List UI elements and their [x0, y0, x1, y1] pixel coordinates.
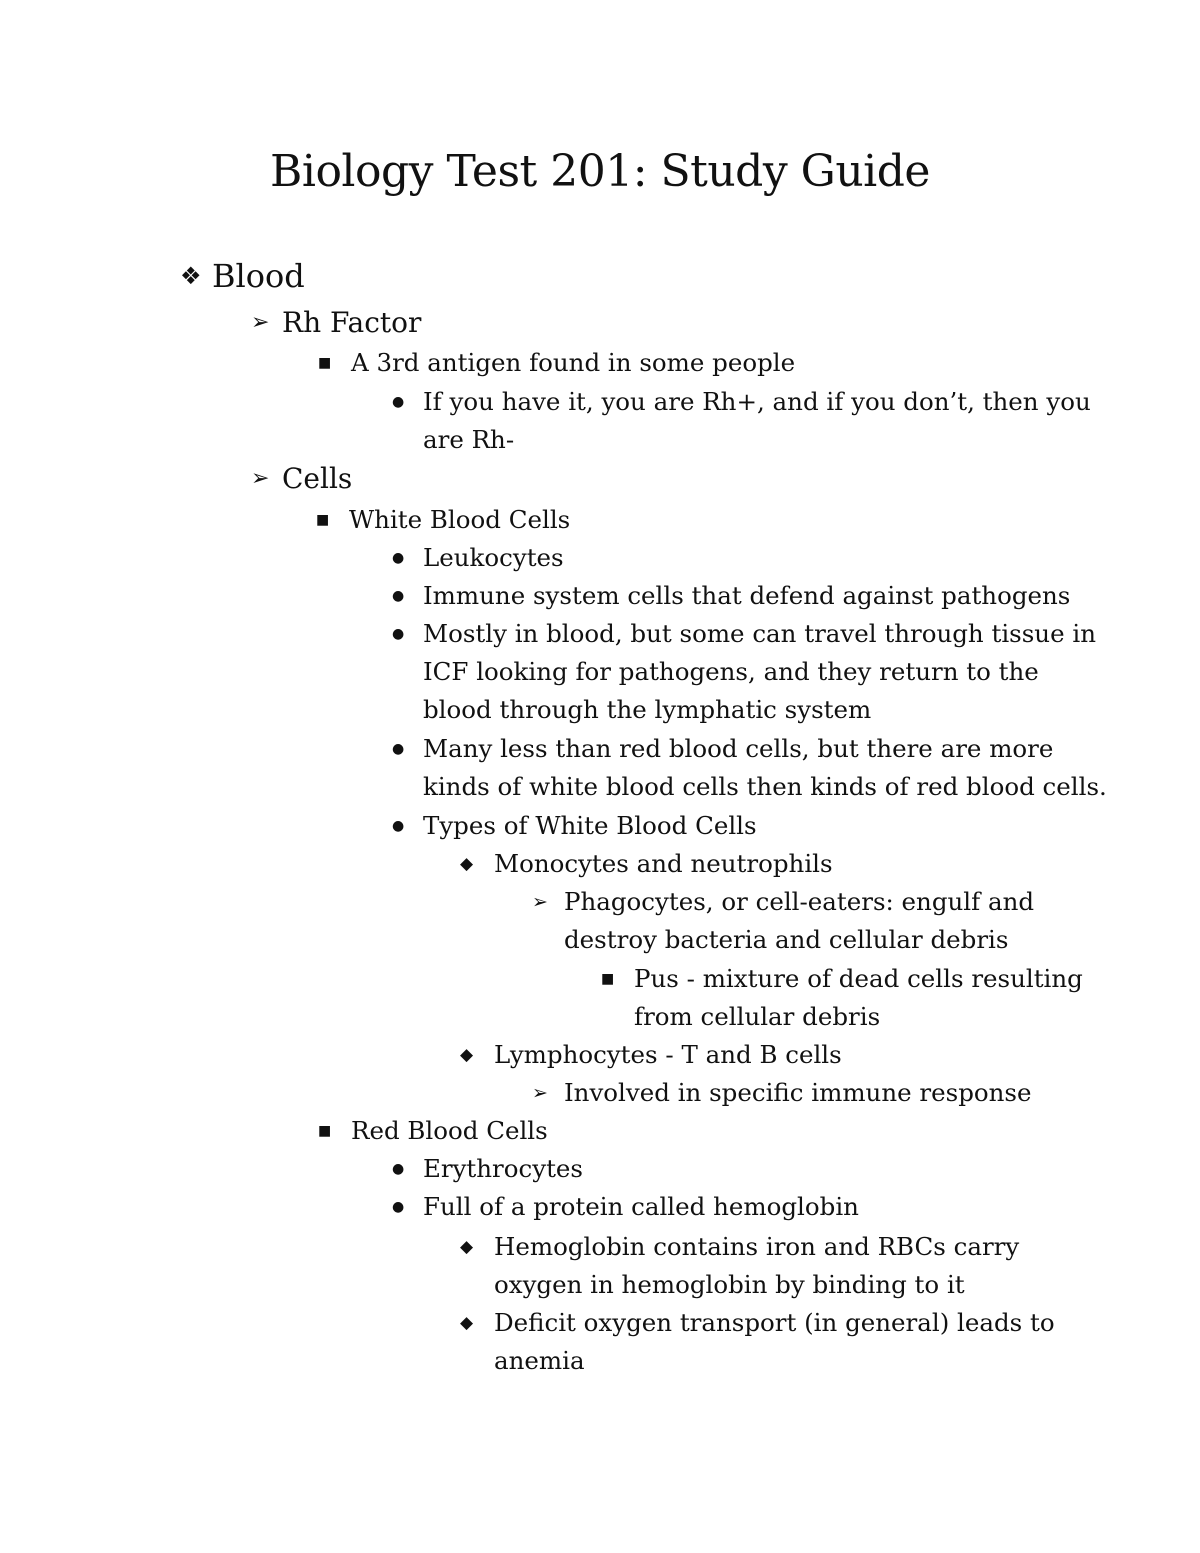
- item-text: Types of White Blood Cells: [423, 811, 757, 840]
- item-text-line: destroy bacteria and cellular debris: [564, 925, 1009, 954]
- arrowhead-bullet-icon: ➢: [251, 310, 270, 335]
- item-text-line: oxygen in hemoglobin by binding to it: [494, 1270, 965, 1299]
- arrowhead-bullet-icon: ➢: [251, 466, 270, 491]
- disc-bullet-icon: ●: [392, 588, 405, 604]
- item-text-line: Deficit oxygen transport (in general) leads to: [494, 1308, 1055, 1337]
- item-text-line: blood through the lymphatic system: [423, 695, 872, 724]
- item-text: A 3rd antigen found in some people: [351, 348, 796, 377]
- item-text-line: If you have it, you are Rh+, and if you don’t, then you: [423, 387, 1091, 416]
- item-text: Monocytes and neutrophils: [494, 849, 833, 878]
- item-text: Blood: [212, 257, 305, 295]
- item-text-line: Many less than red blood cells, but there are more: [423, 734, 1054, 763]
- document-title: Biology Test 201: Study Guide: [270, 146, 930, 197]
- square-bullet-icon: ■: [601, 971, 615, 987]
- item-text: Involved in specific immune response: [564, 1078, 1032, 1107]
- disc-bullet-icon: ●: [392, 741, 405, 757]
- item-text: White Blood Cells: [349, 505, 571, 534]
- item-text: Full of a protein called hemoglobin: [423, 1192, 859, 1221]
- item-text-line: Mostly in blood, but some can travel through tissue in: [423, 619, 1096, 648]
- diamond-bullet-icon: ◆: [460, 1045, 474, 1065]
- item-text: Leukocytes: [423, 543, 564, 572]
- disc-bullet-icon: ●: [392, 818, 405, 834]
- item-text-line: are Rh-: [423, 425, 515, 454]
- item-text-line: Phagocytes, or cell-eaters: engulf and: [564, 887, 1035, 916]
- disc-bullet-icon: ●: [392, 1199, 405, 1215]
- disc-bullet-icon: ●: [392, 1161, 405, 1177]
- diamond-bullet-icon: ◆: [460, 854, 474, 874]
- item-text: Cells: [282, 462, 353, 495]
- diamond-bullet-icon: ◆: [460, 1237, 474, 1257]
- item-text: Rh Factor: [282, 306, 422, 339]
- disc-bullet-icon: ●: [392, 394, 405, 410]
- item-text-line: Pus - mixture of dead cells resulting: [634, 964, 1083, 993]
- item-text: Lymphocytes - T and B cells: [494, 1040, 842, 1069]
- item-text-line: anemia: [494, 1346, 585, 1375]
- item-text: Red Blood Cells: [351, 1116, 548, 1145]
- item-text: Erythrocytes: [423, 1154, 584, 1183]
- square-bullet-icon: ■: [316, 512, 330, 528]
- arrowhead-bullet-icon: ➢: [532, 1082, 548, 1104]
- disc-bullet-icon: ●: [392, 626, 405, 642]
- item-text-line: from cellular debris: [634, 1002, 881, 1031]
- square-bullet-icon: ■: [318, 355, 332, 371]
- disc-bullet-icon: ●: [392, 550, 405, 566]
- item-text-line: ICF looking for pathogens, and they return to the: [423, 657, 1039, 686]
- item-text: Immune system cells that defend against pathogens: [423, 581, 1071, 610]
- item-text-line: Hemoglobin contains iron and RBCs carry: [494, 1232, 1020, 1261]
- diamond-cross-bullet-icon: ❖: [180, 262, 202, 290]
- arrowhead-bullet-icon: ➢: [532, 891, 548, 913]
- square-bullet-icon: ■: [318, 1123, 332, 1139]
- diamond-bullet-icon: ◆: [460, 1313, 474, 1333]
- item-text-line: kinds of white blood cells then kinds of red blood cells.: [423, 772, 1107, 801]
